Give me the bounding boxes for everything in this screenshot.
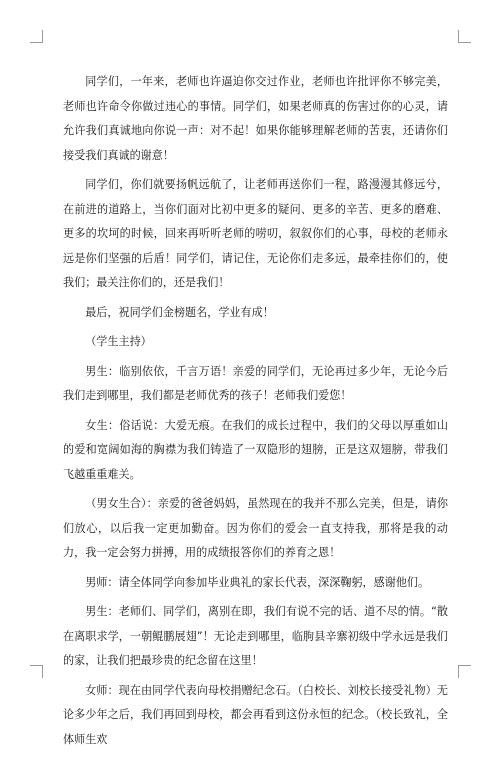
crop-mark-top-right bbox=[458, 30, 471, 43]
paragraph-female-teacher: 女师：现在由同学代表向母校捐赠纪念石。（白校长、刘校长接受礼物）无论多少年之后，我们再回到母校，都会再看到这份永恒的纪念。（校长致礼，全体师生欢 bbox=[63, 683, 448, 746]
paragraph-boy-speech: 男生：临别依依，千言万语！亲爱的同学们，无论再过多少年，无论今后我们走到哪里，我们都是老师优秀的孩子！老师我们爱您！ bbox=[63, 364, 448, 402]
paragraph-farewell: 同学们，你们就要扬帆远航了，让老师再送你们一程，路漫漫其修远兮，在前进的道路上，当你们面对比初中更多的疑问、更多的辛苦、更多的磨难、更多的坎坷的时候，回来再听听老师的唠叨，叙叙你们的心事，母校的老师永远是你们坚强的后盾！同学们，请记住，无论你们走多远，最牵挂你们的，使我们；最关注你们的，还是我们！ bbox=[63, 178, 448, 289]
crop-mark-top-left bbox=[30, 30, 43, 43]
crop-mark-bottom-left bbox=[30, 665, 43, 678]
paragraph-apology: 同学们，一年来，老师也许逼迫你交过作业，老师也许批评你不够完美，老师也许命令你做过违心的事情。同学们，如果老师真的伤害过你的心灵，请允许我们真诚地向你说一声：对不起！如果你能够理解老师的苦衷，还请你们接受我们真诚的谢意！ bbox=[63, 75, 448, 162]
paragraph-male-teacher: 男师：请全体同学向参加毕业典礼的家长代表，深深鞠躬，感谢他们。 bbox=[85, 575, 430, 589]
paragraph-girl-speech: 女生：俗话说：大爱无痕。在我们的成长过程中，我们的父母以厚重如山的爱和宽阔如海的胸襟为我们铸造了一双隐形的翅膀，正是这双翅膀，带我们飞越重重难关。 bbox=[63, 418, 448, 481]
paragraph-chorus: （男女生合）：亲爱的爸爸妈妈，虽然现在的我并不那么完美，但是，请你们放心，以后我一定更加勤奋。因为你们的爱会一直支持我，那将是我的动力，我一定会努力拼搏，用的成绩报答你们的养育之恩！ bbox=[63, 497, 448, 559]
paragraph-blessing: 最后，祝同学们金榜题名，学业有成！ bbox=[85, 305, 274, 319]
paragraph-boy-closing: 男生：老师们、同学们，离别在即，我们有说不完的话、道不尽的情。“散在离职求学，一朝鲲鹏展翅”！无论走到哪里，临朐县辛寨初级中学永远是我们的家，让我们把最珍贵的纪念留在这里！ bbox=[63, 605, 448, 667]
paragraph-host-note: （学生主持） bbox=[85, 335, 152, 348]
document-body bbox=[63, 70, 448, 757]
crop-mark-bottom-right bbox=[458, 665, 471, 678]
